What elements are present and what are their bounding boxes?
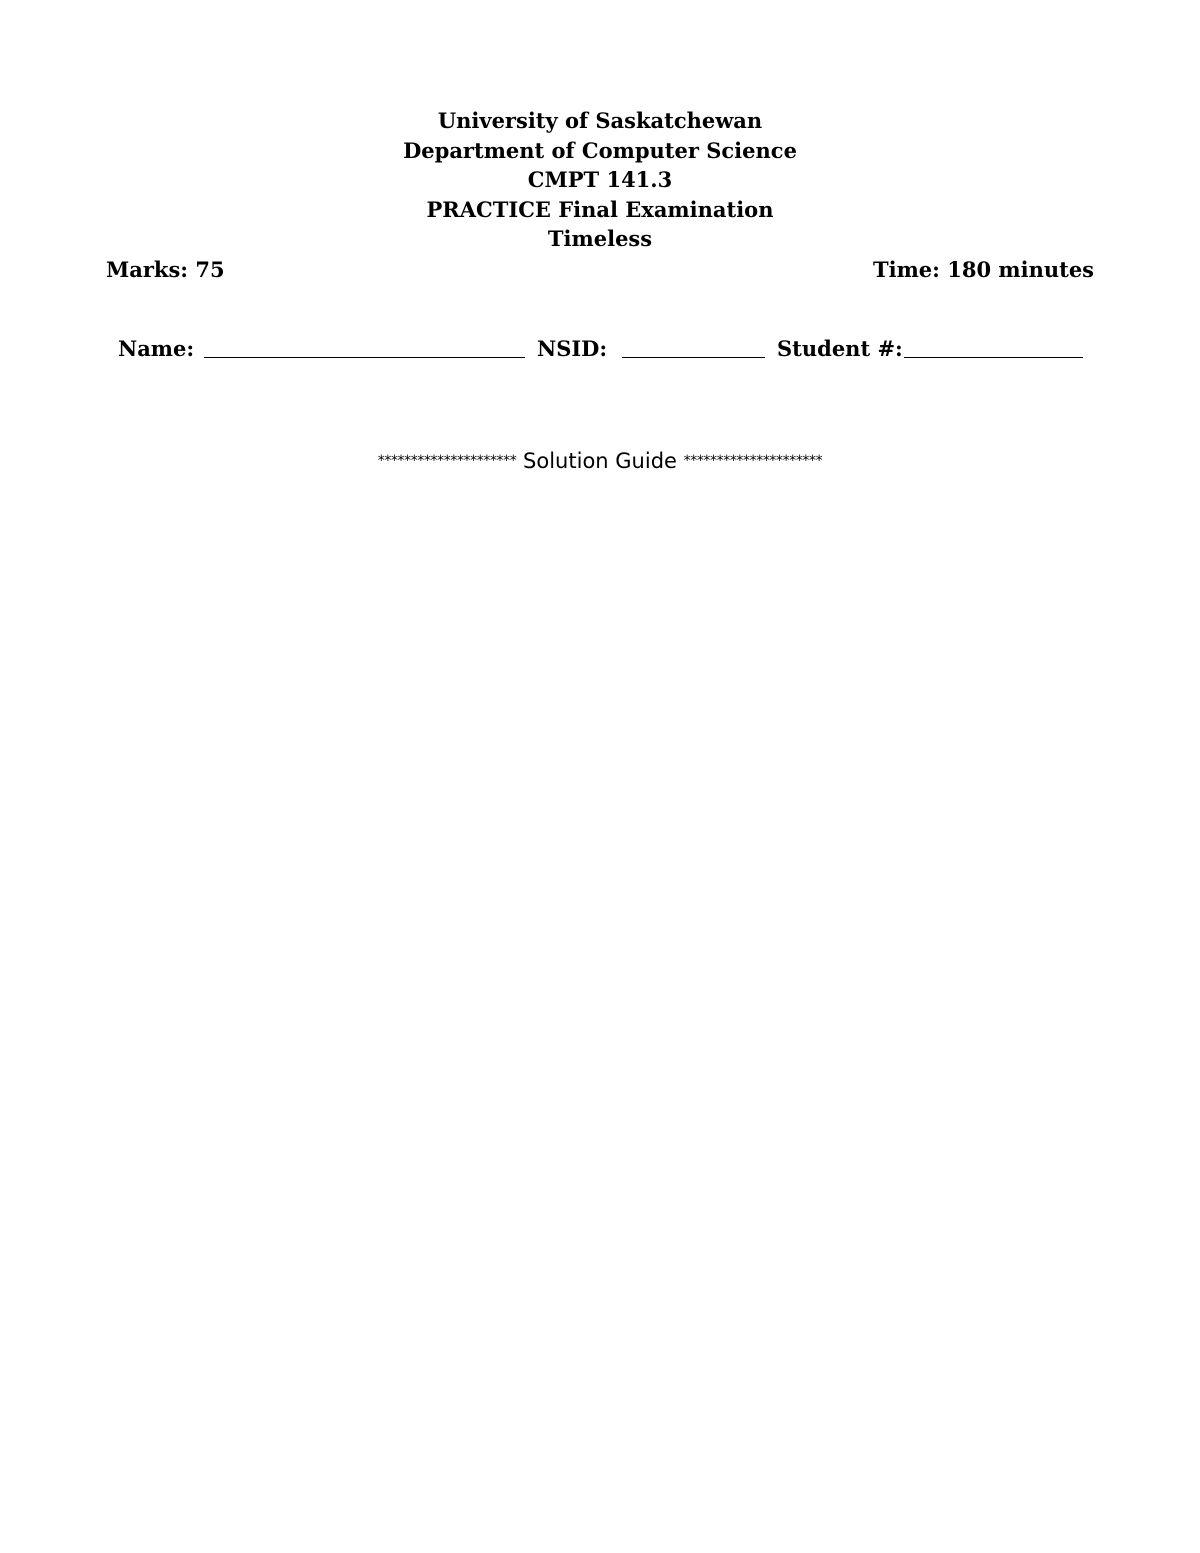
nsid-label: NSID: [537, 336, 608, 361]
student-number-blank-line [904, 357, 1083, 358]
university-name: University of Saskatchewan [437, 108, 763, 133]
exam-title: PRACTICE Final Examination [426, 196, 774, 222]
exam-duration: Time: 180 minutes [872, 257, 1094, 282]
name-label: Name: [118, 336, 195, 361]
exam-header [0, 106, 1200, 254]
student-info-fields [0, 334, 1200, 364]
student-number-label: Student #: [777, 336, 903, 361]
banner-stars-left: ********************* [377, 453, 517, 469]
nsid-blank-line [622, 357, 765, 358]
name-blank-line [204, 357, 525, 358]
total-marks: Marks: 75 [106, 257, 225, 282]
exam-session: Timeless [547, 226, 653, 252]
solution-guide-banner [0, 446, 1200, 476]
course-code: CMPT 141.3 [527, 167, 673, 193]
solution-guide-text: Solution Guide [523, 449, 677, 473]
department-name: Department of Computer Science [403, 137, 797, 163]
banner-stars-right: ********************* [683, 453, 823, 469]
